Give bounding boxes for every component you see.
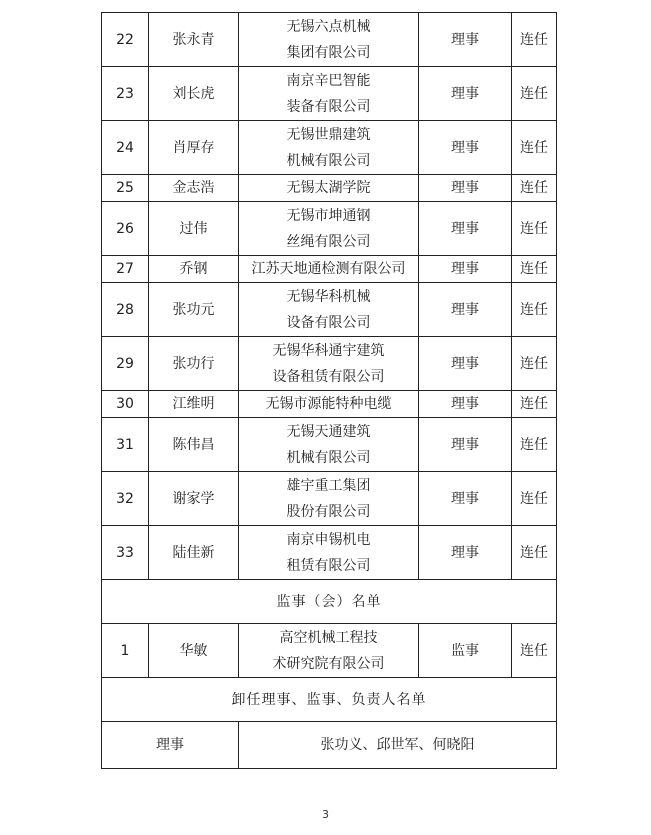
member-status: 连任 (512, 337, 557, 391)
member-org-line-1: 雄宇重工集团 (286, 477, 371, 494)
member-number: 24 (102, 121, 149, 175)
member-status: 连任 (512, 121, 557, 175)
member-org-line-2: 设备有限公司 (286, 314, 371, 331)
member-number: 25 (102, 175, 149, 202)
member-number: 32 (102, 472, 149, 526)
outgoing-section-header: 卸任理事、监事、负责人名单 (102, 678, 557, 722)
supervisor-role: 监事 (419, 624, 512, 678)
member-org-line-1: 南京辛巴智能 (286, 72, 371, 89)
member-status: 连任 (512, 256, 557, 283)
page-number: 3 (322, 808, 329, 821)
member-organization (239, 256, 419, 283)
council-member-row (102, 202, 557, 256)
supervisor-name: 华敏 (149, 624, 239, 678)
member-organization (239, 121, 419, 175)
member-role: 理事 (419, 256, 512, 283)
member-role: 理事 (419, 526, 512, 580)
council-members-body (102, 13, 557, 580)
member-role: 理事 (419, 13, 512, 67)
member-org-line-2: 装备有限公司 (286, 98, 371, 115)
member-status: 连任 (512, 418, 557, 472)
member-number: 26 (102, 202, 149, 256)
member-name: 江维明 (149, 391, 239, 418)
member-name: 陆佳新 (149, 526, 239, 580)
supervisor-org-line-1: 高空机械工程技 (279, 629, 378, 646)
member-organization (239, 202, 419, 256)
outgoing-section-row (102, 678, 557, 722)
supervisor-status: 连任 (512, 624, 557, 678)
member-name: 陈伟昌 (149, 418, 239, 472)
member-organization (239, 526, 419, 580)
member-organization (239, 472, 419, 526)
council-member-row (102, 526, 557, 580)
member-number: 22 (102, 13, 149, 67)
member-org-line-1: 无锡世鼎建筑 (286, 126, 371, 143)
member-role: 理事 (419, 391, 512, 418)
member-number: 27 (102, 256, 149, 283)
supervisor-organization (239, 624, 419, 678)
member-role: 理事 (419, 67, 512, 121)
member-role: 理事 (419, 337, 512, 391)
member-org-line-1: 江苏天地通检测有限公司 (251, 261, 406, 277)
member-number: 31 (102, 418, 149, 472)
member-name: 张永青 (149, 13, 239, 67)
supervisor-row (102, 624, 557, 678)
member-number: 23 (102, 67, 149, 121)
council-member-row (102, 283, 557, 337)
council-member-row (102, 337, 557, 391)
member-status: 连任 (512, 67, 557, 121)
member-table (101, 12, 557, 769)
member-role: 理事 (419, 202, 512, 256)
council-member-row (102, 391, 557, 418)
council-member-row (102, 121, 557, 175)
member-status: 连任 (512, 202, 557, 256)
council-member-row (102, 13, 557, 67)
member-organization (239, 67, 419, 121)
member-name: 乔钢 (149, 256, 239, 283)
member-org-line-2: 机械有限公司 (286, 152, 371, 169)
member-org-line-2: 股份有限公司 (286, 503, 371, 520)
member-org-line-1: 南京申锡机电 (286, 531, 371, 548)
outgoing-names: 张功义、邱世军、何晓阳 (239, 722, 557, 769)
member-number: 33 (102, 526, 149, 580)
member-number: 29 (102, 337, 149, 391)
council-member-row (102, 67, 557, 121)
member-status: 连任 (512, 283, 557, 337)
member-name: 张功行 (149, 337, 239, 391)
member-name: 刘长虎 (149, 67, 239, 121)
member-org-line-1: 无锡太湖学院 (286, 180, 371, 196)
council-member-row (102, 175, 557, 202)
member-org-line-1: 无锡华科机械 (286, 288, 371, 305)
member-organization (239, 391, 419, 418)
member-status: 连任 (512, 526, 557, 580)
member-number: 30 (102, 391, 149, 418)
member-name: 肖厚存 (149, 121, 239, 175)
member-org-line-2: 机械有限公司 (286, 449, 371, 466)
member-role: 理事 (419, 418, 512, 472)
supervisor-section-row (102, 580, 557, 624)
member-status: 连任 (512, 175, 557, 202)
member-role: 理事 (419, 175, 512, 202)
outgoing-row (102, 722, 557, 769)
member-org-line-1: 无锡市源能特种电缆 (265, 396, 392, 412)
member-org-line-2: 集团有限公司 (286, 44, 371, 61)
council-member-row (102, 472, 557, 526)
member-organization (239, 13, 419, 67)
member-name: 张功元 (149, 283, 239, 337)
member-organization (239, 418, 419, 472)
supervisor-org-line-2: 术研究院有限公司 (272, 655, 385, 672)
member-role: 理事 (419, 121, 512, 175)
member-status: 连任 (512, 472, 557, 526)
member-org-line-2: 租赁有限公司 (286, 557, 371, 574)
supervisor-section-header: 监事（会）名单 (102, 580, 557, 624)
member-org-line-1: 无锡华科通宇建筑 (272, 342, 385, 359)
member-org-line-1: 无锡六点机械 (286, 18, 371, 35)
member-organization (239, 175, 419, 202)
member-status: 连任 (512, 13, 557, 67)
member-name: 谢家学 (149, 472, 239, 526)
member-role: 理事 (419, 472, 512, 526)
member-org-line-2: 丝绳有限公司 (286, 233, 371, 250)
member-org-line-1: 无锡市坤通钢 (286, 207, 371, 224)
member-number: 28 (102, 283, 149, 337)
member-name: 金志浩 (149, 175, 239, 202)
member-org-line-1: 无锡天通建筑 (286, 423, 371, 440)
member-org-line-2: 设备租赁有限公司 (272, 368, 385, 385)
member-name: 过伟 (149, 202, 239, 256)
supervisor-number: 1 (102, 624, 149, 678)
council-member-row (102, 256, 557, 283)
outgoing-role: 理事 (102, 722, 239, 769)
council-member-row (102, 418, 557, 472)
member-role: 理事 (419, 283, 512, 337)
member-organization (239, 283, 419, 337)
member-status: 连任 (512, 391, 557, 418)
member-organization (239, 337, 419, 391)
